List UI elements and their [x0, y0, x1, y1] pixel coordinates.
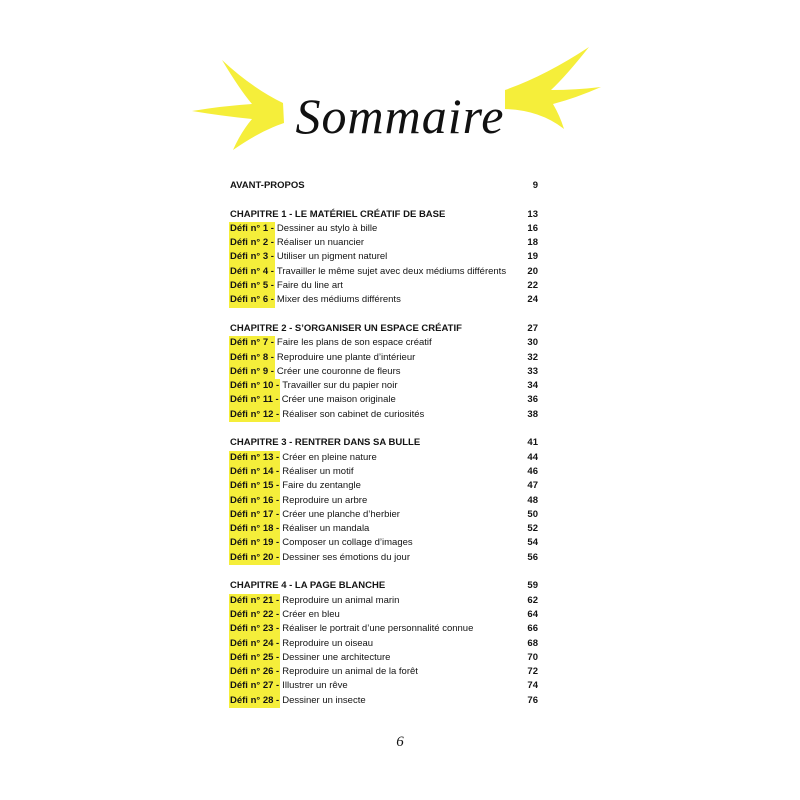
chapter-heading — [230, 322, 538, 336]
folio-page-number: 6 — [396, 734, 404, 750]
defi-entry — [230, 222, 538, 236]
page-number: 50 — [527, 508, 538, 520]
defi-label: Défi n° 23 - — [229, 622, 280, 636]
defi-title: Dessiner ses émotions du jour — [282, 551, 410, 563]
page-number: 38 — [527, 408, 538, 420]
defi-title: Travailler le même sujet avec deux médiums différents — [276, 265, 507, 277]
defi-label: Défi n° 1 - — [229, 222, 275, 236]
defi-title: Réaliser son cabinet de curiosités — [282, 408, 425, 420]
defi-title: Créer en bleu — [282, 608, 340, 620]
defi-entry — [230, 265, 538, 279]
page-number: 20 — [527, 265, 538, 277]
page-number: 74 — [527, 680, 538, 692]
defi-entry — [230, 351, 538, 365]
page-number: 32 — [527, 351, 538, 363]
defi-title: Faire du line art — [276, 280, 343, 292]
defi-entry — [230, 608, 538, 622]
defi-label: Défi n° 4 - — [229, 265, 275, 279]
defi-title: Réaliser un nuancier — [276, 237, 365, 249]
page-number: 41 — [527, 437, 538, 449]
defi-label: Défi n° 3 - — [229, 250, 275, 264]
defi-label: Défi n° 19 - — [229, 536, 280, 550]
defi-label: Défi n° 15 - — [229, 479, 280, 493]
defi-title: Faire les plans de son espace créatif — [276, 337, 432, 349]
defi-title: Composer un collage d’images — [282, 537, 413, 549]
page-number: 16 — [527, 222, 538, 234]
defi-entry — [230, 522, 538, 536]
defi-title: Reproduire une plante d’intérieur — [276, 351, 416, 363]
defi-label: Défi n° 17 - — [229, 508, 280, 522]
defi-label: Défi n° 22 - — [229, 608, 280, 622]
defi-entry — [230, 451, 538, 465]
page-number: 76 — [527, 694, 538, 706]
defi-title: Créer une planche d’herbier — [282, 508, 400, 520]
defi-entry — [230, 622, 538, 636]
defi-label: Défi n° 12 - — [229, 408, 280, 422]
defi-entry — [230, 679, 538, 693]
defi-label: Défi n° 8 - — [229, 351, 275, 365]
defi-title: Dessiner une architecture — [282, 651, 391, 663]
chapter-heading — [230, 579, 538, 593]
page-number: 24 — [527, 294, 538, 306]
toc-entry-avant-propos — [230, 179, 538, 193]
defi-label: Défi n° 25 - — [229, 651, 280, 665]
chapter-4 — [230, 579, 538, 708]
defi-title: Réaliser un motif — [282, 465, 354, 477]
defi-entry — [230, 479, 538, 493]
defi-entry — [230, 494, 538, 508]
page-number: 68 — [527, 637, 538, 649]
page-number: 9 — [532, 180, 538, 191]
defi-label: Défi n° 13 - — [229, 451, 280, 465]
page-number: 19 — [527, 251, 538, 263]
chapter-heading — [230, 208, 538, 222]
chapter-1 — [230, 208, 538, 308]
defi-label: Défi n° 2 - — [229, 236, 275, 250]
defi-entry — [230, 408, 538, 422]
defi-title: Travailler sur du papier noir — [282, 380, 398, 392]
defi-label: Défi n° 18 - — [229, 522, 280, 536]
page-number: 30 — [527, 337, 538, 349]
page-number: 27 — [527, 322, 538, 334]
page-number: 66 — [527, 623, 538, 635]
defi-label: Défi n° 27 - — [229, 679, 280, 693]
defi-label: Défi n° 16 - — [229, 494, 280, 508]
entry-title: AVANT-PROPOS — [230, 180, 305, 191]
defi-entry — [230, 250, 538, 264]
page-title: Sommaire — [295, 88, 505, 144]
defi-label: Défi n° 21 - — [229, 594, 280, 608]
defi-entry — [230, 508, 538, 522]
chapter-heading — [230, 436, 538, 450]
defi-entry — [230, 336, 538, 350]
page-number: 34 — [527, 380, 538, 392]
defi-label: Défi n° 9 - — [229, 365, 275, 379]
page-number: 47 — [527, 480, 538, 492]
page-number: 56 — [527, 551, 538, 563]
defi-title: Reproduire un animal marin — [282, 594, 400, 606]
defi-label: Défi n° 7 - — [229, 336, 275, 350]
defi-title: Reproduire un animal de la forêt — [282, 666, 418, 678]
defi-entry — [230, 393, 538, 407]
page-number: 44 — [527, 451, 538, 463]
defi-entry — [230, 236, 538, 250]
page-number: 48 — [527, 494, 538, 506]
defi-title: Créer une maison originale — [281, 394, 396, 406]
defi-entry — [230, 594, 538, 608]
defi-title: Reproduire un oiseau — [282, 637, 374, 649]
page-number: 72 — [527, 666, 538, 678]
defi-title: Créer une couronne de fleurs — [276, 365, 401, 377]
page-number: 62 — [527, 594, 538, 606]
defi-label: Défi n° 28 - — [229, 694, 280, 708]
defi-title: Reproduire un arbre — [282, 494, 368, 506]
defi-label: Défi n° 24 - — [229, 637, 280, 651]
chapter-title: CHAPITRE 3 - RENTRER DANS SA BULLE — [230, 437, 421, 449]
chapter-title: CHAPITRE 2 - S’ORGANISER UN ESPACE CRÉATIF — [230, 322, 462, 334]
chapter-3 — [230, 436, 538, 565]
chapter-title: CHAPITRE 4 - LA PAGE BLANCHE — [230, 580, 386, 592]
defi-title: Faire du zentangle — [282, 480, 361, 492]
defi-label: Défi n° 26 - — [229, 665, 280, 679]
defi-label: Défi n° 20 - — [229, 551, 280, 565]
defi-entry — [230, 293, 538, 307]
defi-entry — [230, 665, 538, 679]
page-number: 52 — [527, 523, 538, 535]
page-number: 64 — [527, 608, 538, 620]
page-number: 13 — [527, 208, 538, 220]
defi-entry — [230, 365, 538, 379]
defi-entry — [230, 637, 538, 651]
defi-title: Créer en pleine nature — [282, 451, 377, 463]
defi-entry — [230, 536, 538, 550]
defi-label: Défi n° 14 - — [229, 465, 280, 479]
defi-entry — [230, 694, 538, 708]
defi-label: Défi n° 6 - — [229, 293, 275, 307]
page-number: 36 — [527, 394, 538, 406]
defi-label: Défi n° 10 - — [229, 379, 280, 393]
defi-label: Défi n° 5 - — [229, 279, 275, 293]
chapter-2 — [230, 322, 538, 422]
page-number: 54 — [527, 537, 538, 549]
defi-title: Mixer des médiums différents — [276, 294, 401, 306]
defi-title: Utiliser un pigment naturel — [276, 251, 388, 263]
defi-title: Réaliser un mandala — [282, 523, 370, 535]
defi-label: Défi n° 11 - — [229, 393, 280, 407]
defi-entry — [230, 279, 538, 293]
defi-entry — [230, 551, 538, 565]
page-number: 59 — [527, 580, 538, 592]
defi-title: Dessiner au stylo à bille — [276, 222, 378, 234]
page-number: 46 — [527, 465, 538, 477]
page-number: 70 — [527, 651, 538, 663]
defi-title: Réaliser le portrait d’une personnalité connue — [282, 623, 474, 635]
chapter-title: CHAPITRE 1 - LE MATÉRIEL CRÉATIF DE BASE — [230, 208, 446, 220]
defi-title: Dessiner un insecte — [282, 694, 366, 706]
defi-entry — [230, 651, 538, 665]
page-number: 18 — [527, 237, 538, 249]
defi-title: Illustrer un rêve — [282, 680, 348, 692]
page-number: 22 — [527, 280, 538, 292]
defi-entry — [230, 379, 538, 393]
page-number: 33 — [527, 365, 538, 377]
table-of-contents — [230, 179, 538, 708]
defi-entry — [230, 465, 538, 479]
